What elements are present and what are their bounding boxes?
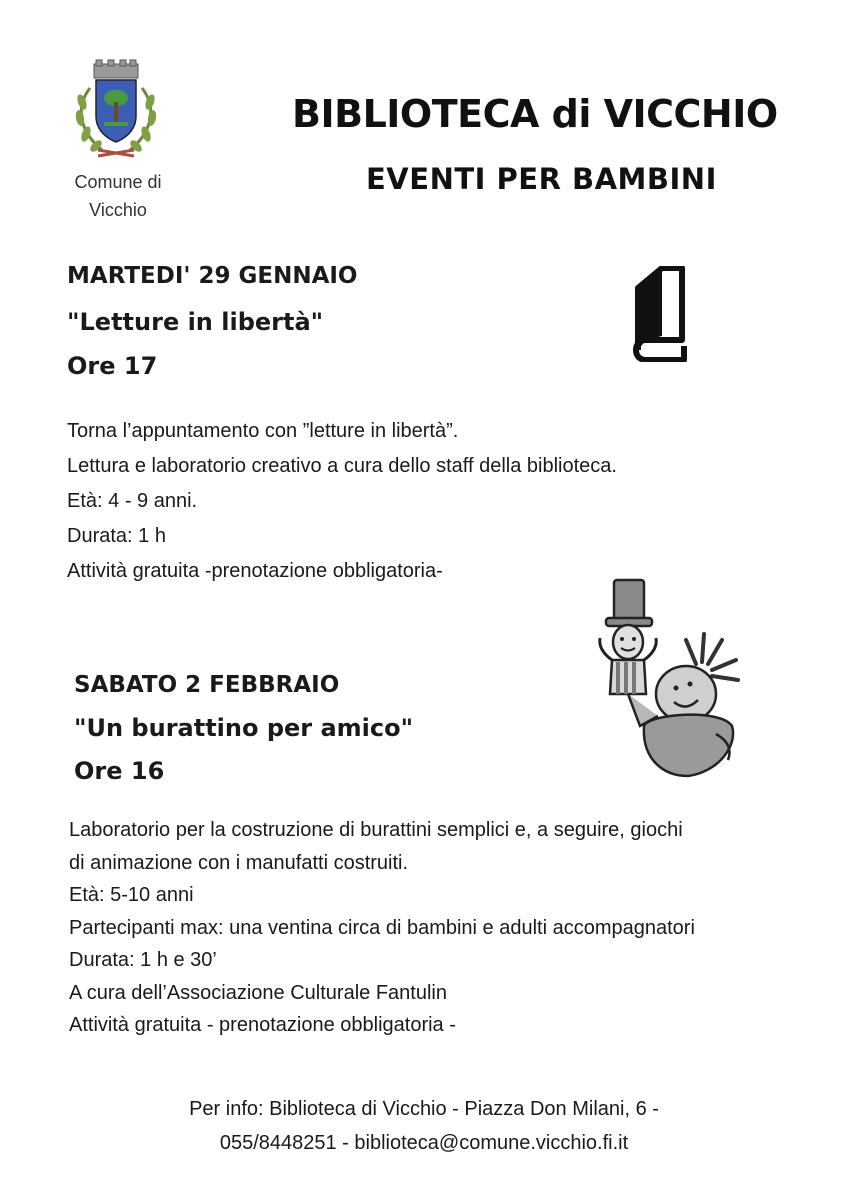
event1-title: "Letture in libertà"	[67, 308, 324, 336]
crest-caption-line2: Vicchio	[89, 200, 147, 220]
footer-line1: Per info: Biblioteca di Vicchio - Piazza Don Milani, 6 -	[189, 1098, 659, 1120]
crest-caption	[58, 168, 178, 224]
book-icon	[628, 266, 690, 362]
event2-line: Età: 5-10 anni	[69, 884, 194, 906]
event2-time: Ore 16	[74, 757, 165, 785]
event1-line: Torna l’appuntamento con ”letture in libertà”.	[67, 420, 459, 442]
event2-line: Attività gratuita - prenotazione obbligatoria -	[69, 1014, 456, 1036]
event2-date: SABATO 2 FEBBRAIO	[74, 672, 340, 698]
footer-contact	[0, 1092, 848, 1160]
event2-line: Durata: 1 h e 30’	[69, 949, 217, 971]
footer-line2: 055/8448251 - biblioteca@comune.vicchio.fi.it	[219, 1132, 629, 1154]
event2-title: "Un burattino per amico"	[74, 714, 414, 742]
event1-time: Ore 17	[67, 352, 158, 380]
event1-line: Lettura e laboratorio creativo a cura dello staff della biblioteca.	[67, 455, 617, 477]
page-subtitle: EVENTI PER BAMBINI	[366, 162, 717, 196]
puppet-icon	[588, 576, 744, 782]
event2-description	[69, 814, 695, 1042]
municipal-crest-icon	[68, 58, 164, 162]
event2-line: A cura dell’Associazione Culturale Fantulin	[69, 981, 447, 1004]
page-title: BIBLIOTECA di VICCHIO	[292, 92, 778, 136]
event1-date: MARTEDI' 29 GENNAIO	[67, 263, 358, 289]
event2-line: di animazione con i manufatti costruiti.	[69, 851, 409, 874]
event2-line: Partecipanti max: una ventina circa di bambini e adulti accompagnatori	[69, 916, 695, 939]
event1-line: Durata: 1 h	[67, 525, 166, 547]
crest-caption-line1: Comune di	[74, 172, 162, 192]
event1-line: Attività gratuita -prenotazione obbligatoria-	[67, 560, 443, 582]
event1-description	[67, 414, 617, 589]
event2-line: Laboratorio per la costruzione di burattini semplici e, a seguire, giochi	[69, 819, 683, 841]
event1-line: Età: 4 - 9 anni.	[67, 490, 198, 512]
